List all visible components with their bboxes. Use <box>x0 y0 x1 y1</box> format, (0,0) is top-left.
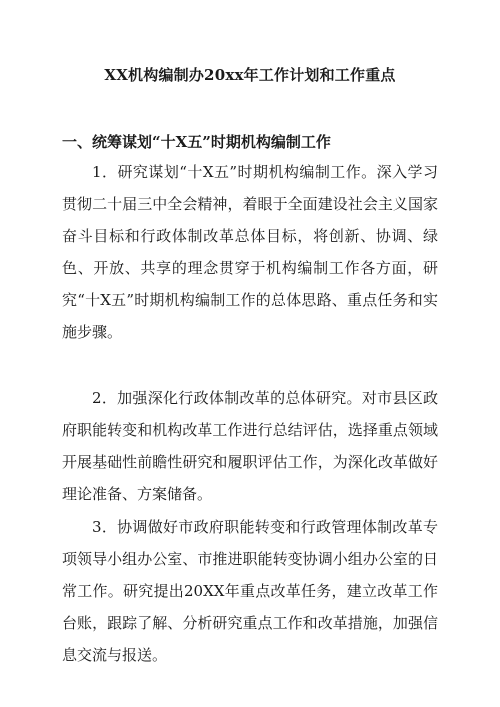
paragraph-3: 3．协调做好市政府职能转变和行政管理体制改革专项领导小组办公室、市推进职能转变协调小组办公室的日常工作。研究提出20XX年重点改革任务，建立改革工作台账，跟踪了解、分析研究重点工作和改革措施，加强信息交流与报送。 <box>62 518 438 664</box>
paragraph-1: 1．研究谋划“十X五”时期机构编制工作。深入学习贯彻二十届三中全会精神，着眼于全面建设社会主义国家奋斗目标和行政体制改革总体目标，将创新、协调、绿色、开放、共享的理念贯穿于机构编制工作各方面，研究“十X五”时期机构编制工作的总体思路、重点任务和实施步骤。 <box>62 163 438 341</box>
paragraph-2: 2．加强深化行政体制改革的总体研究。对市县区政府职能转变和机构改革工作进行总结评估，选择重点领域开展基础性前瞻性研究和履职评估工作，为深化改革做好理论准备、方案储备。 <box>62 389 438 503</box>
document-title: XX机构编制办20xx年工作计划和工作重点 <box>104 66 396 84</box>
section-heading: 一、统筹谋划“十X五”时期机构编制工作 <box>62 133 331 151</box>
